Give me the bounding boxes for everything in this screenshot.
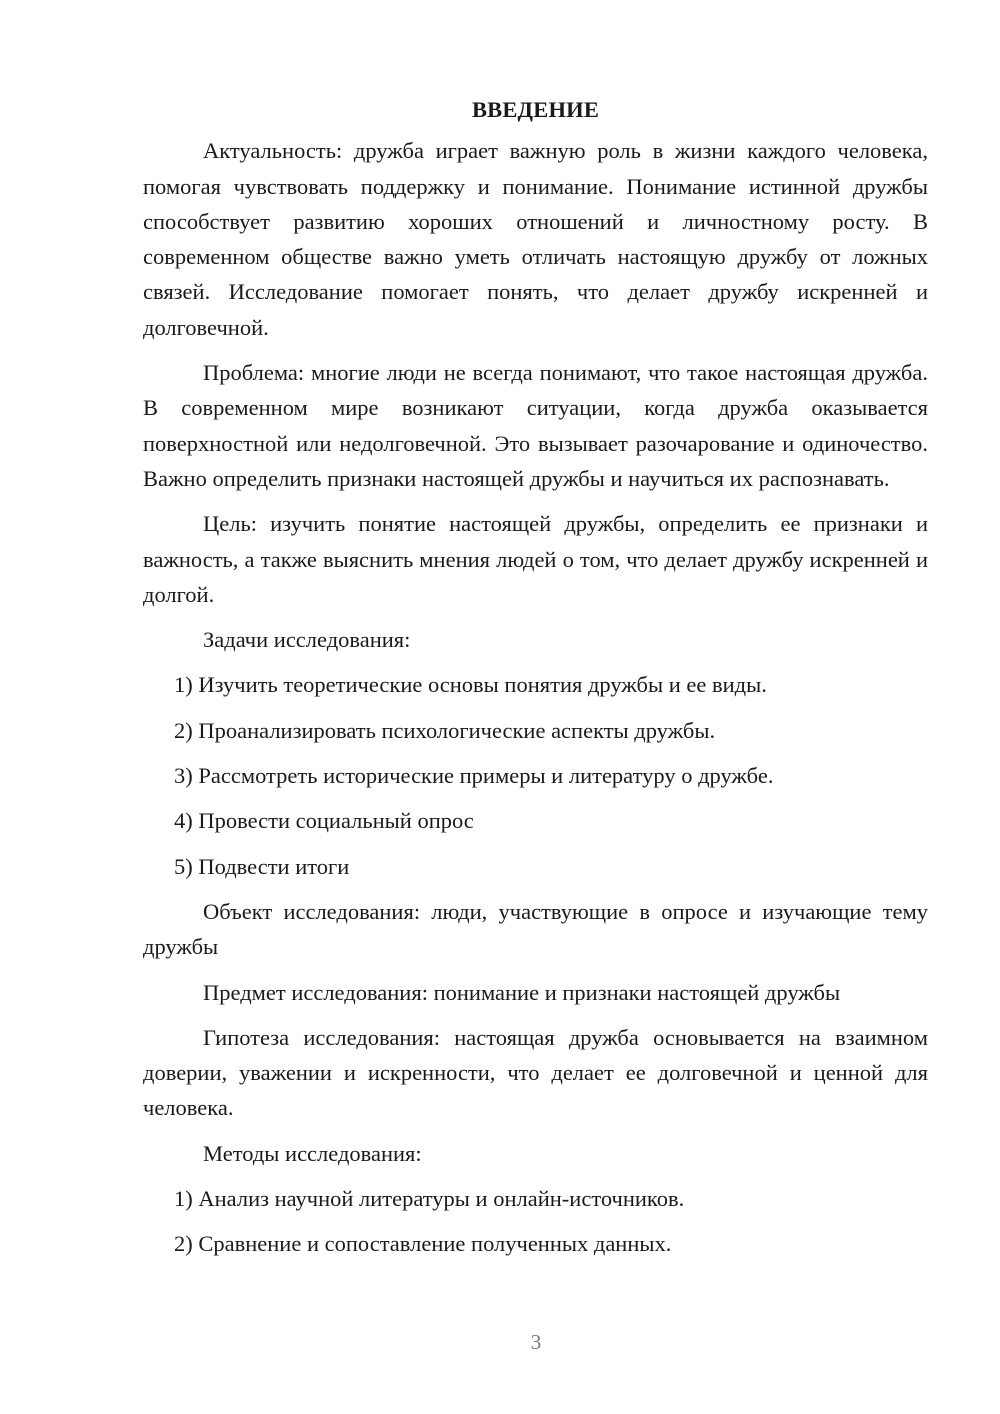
- hypothesis-paragraph: Гипотеза исследования: настоящая дружба основывается на взаимном доверии, уважении и искренности, что делает ее долговечной и ценной для человека.: [143, 1024, 928, 1121]
- object-paragraph: Объект исследования: люди, участвующие в опросе и изучающие тему дружбы: [143, 898, 928, 960]
- method-item-1: 1) Анализ научной литературы и онлайн-источников.: [174, 1186, 685, 1212]
- goal-paragraph: Цель: изучить понятие настоящей дружбы, определить ее признаки и важность, а также выяснить мнения людей о том, что делает дружбу искренней и долгой.: [143, 511, 928, 607]
- relevance-paragraph: Актуальность: дружба играет важную роль в жизни каждого человека, помогая чувствовать поддержку и понимание. Понимание истинной дружбы способствует развитию хороших отношений и личностному росту. В современном обществе важно уметь отличать настоящую дружбу от ложных связей. Исследование помогает понять, что делает дружбу искренней и долговечной.: [143, 138, 928, 340]
- task-item-3: 3) Рассмотреть исторические примеры и литературу о дружбе.: [174, 763, 774, 789]
- page-number: 3: [530, 1330, 542, 1354]
- subject-paragraph: Предмет исследования: понимание и признаки настоящей дружбы: [203, 979, 841, 1005]
- task-item-5: 5) Подвести итоги: [174, 853, 350, 879]
- page-title: ВВЕДЕНИЕ: [471, 97, 600, 122]
- task-item-2: 2) Проанализировать психологические аспекты дружбы.: [174, 717, 716, 743]
- task-item-1: 1) Изучить теоретические основы понятия дружбы и ее виды.: [174, 672, 767, 698]
- method-item-2: 2) Сравнение и сопоставление полученных данных.: [174, 1231, 672, 1257]
- page-content: [143, 92, 928, 1272]
- task-item-4: 4) Провести социальный опрос: [174, 808, 474, 834]
- methods-heading: Методы исследования:: [203, 1140, 422, 1166]
- problem-paragraph: Проблема: многие люди не всегда понимают, что такое настоящая дружба. В современном мире возникают ситуации, когда дружба оказывается поверхностной или недолговечной. Это вызывает разочарование и одиночество. Важно определить признаки настоящей дружбы и научиться их распознавать.: [143, 360, 928, 491]
- tasks-heading: Задачи исследования:: [203, 627, 411, 653]
